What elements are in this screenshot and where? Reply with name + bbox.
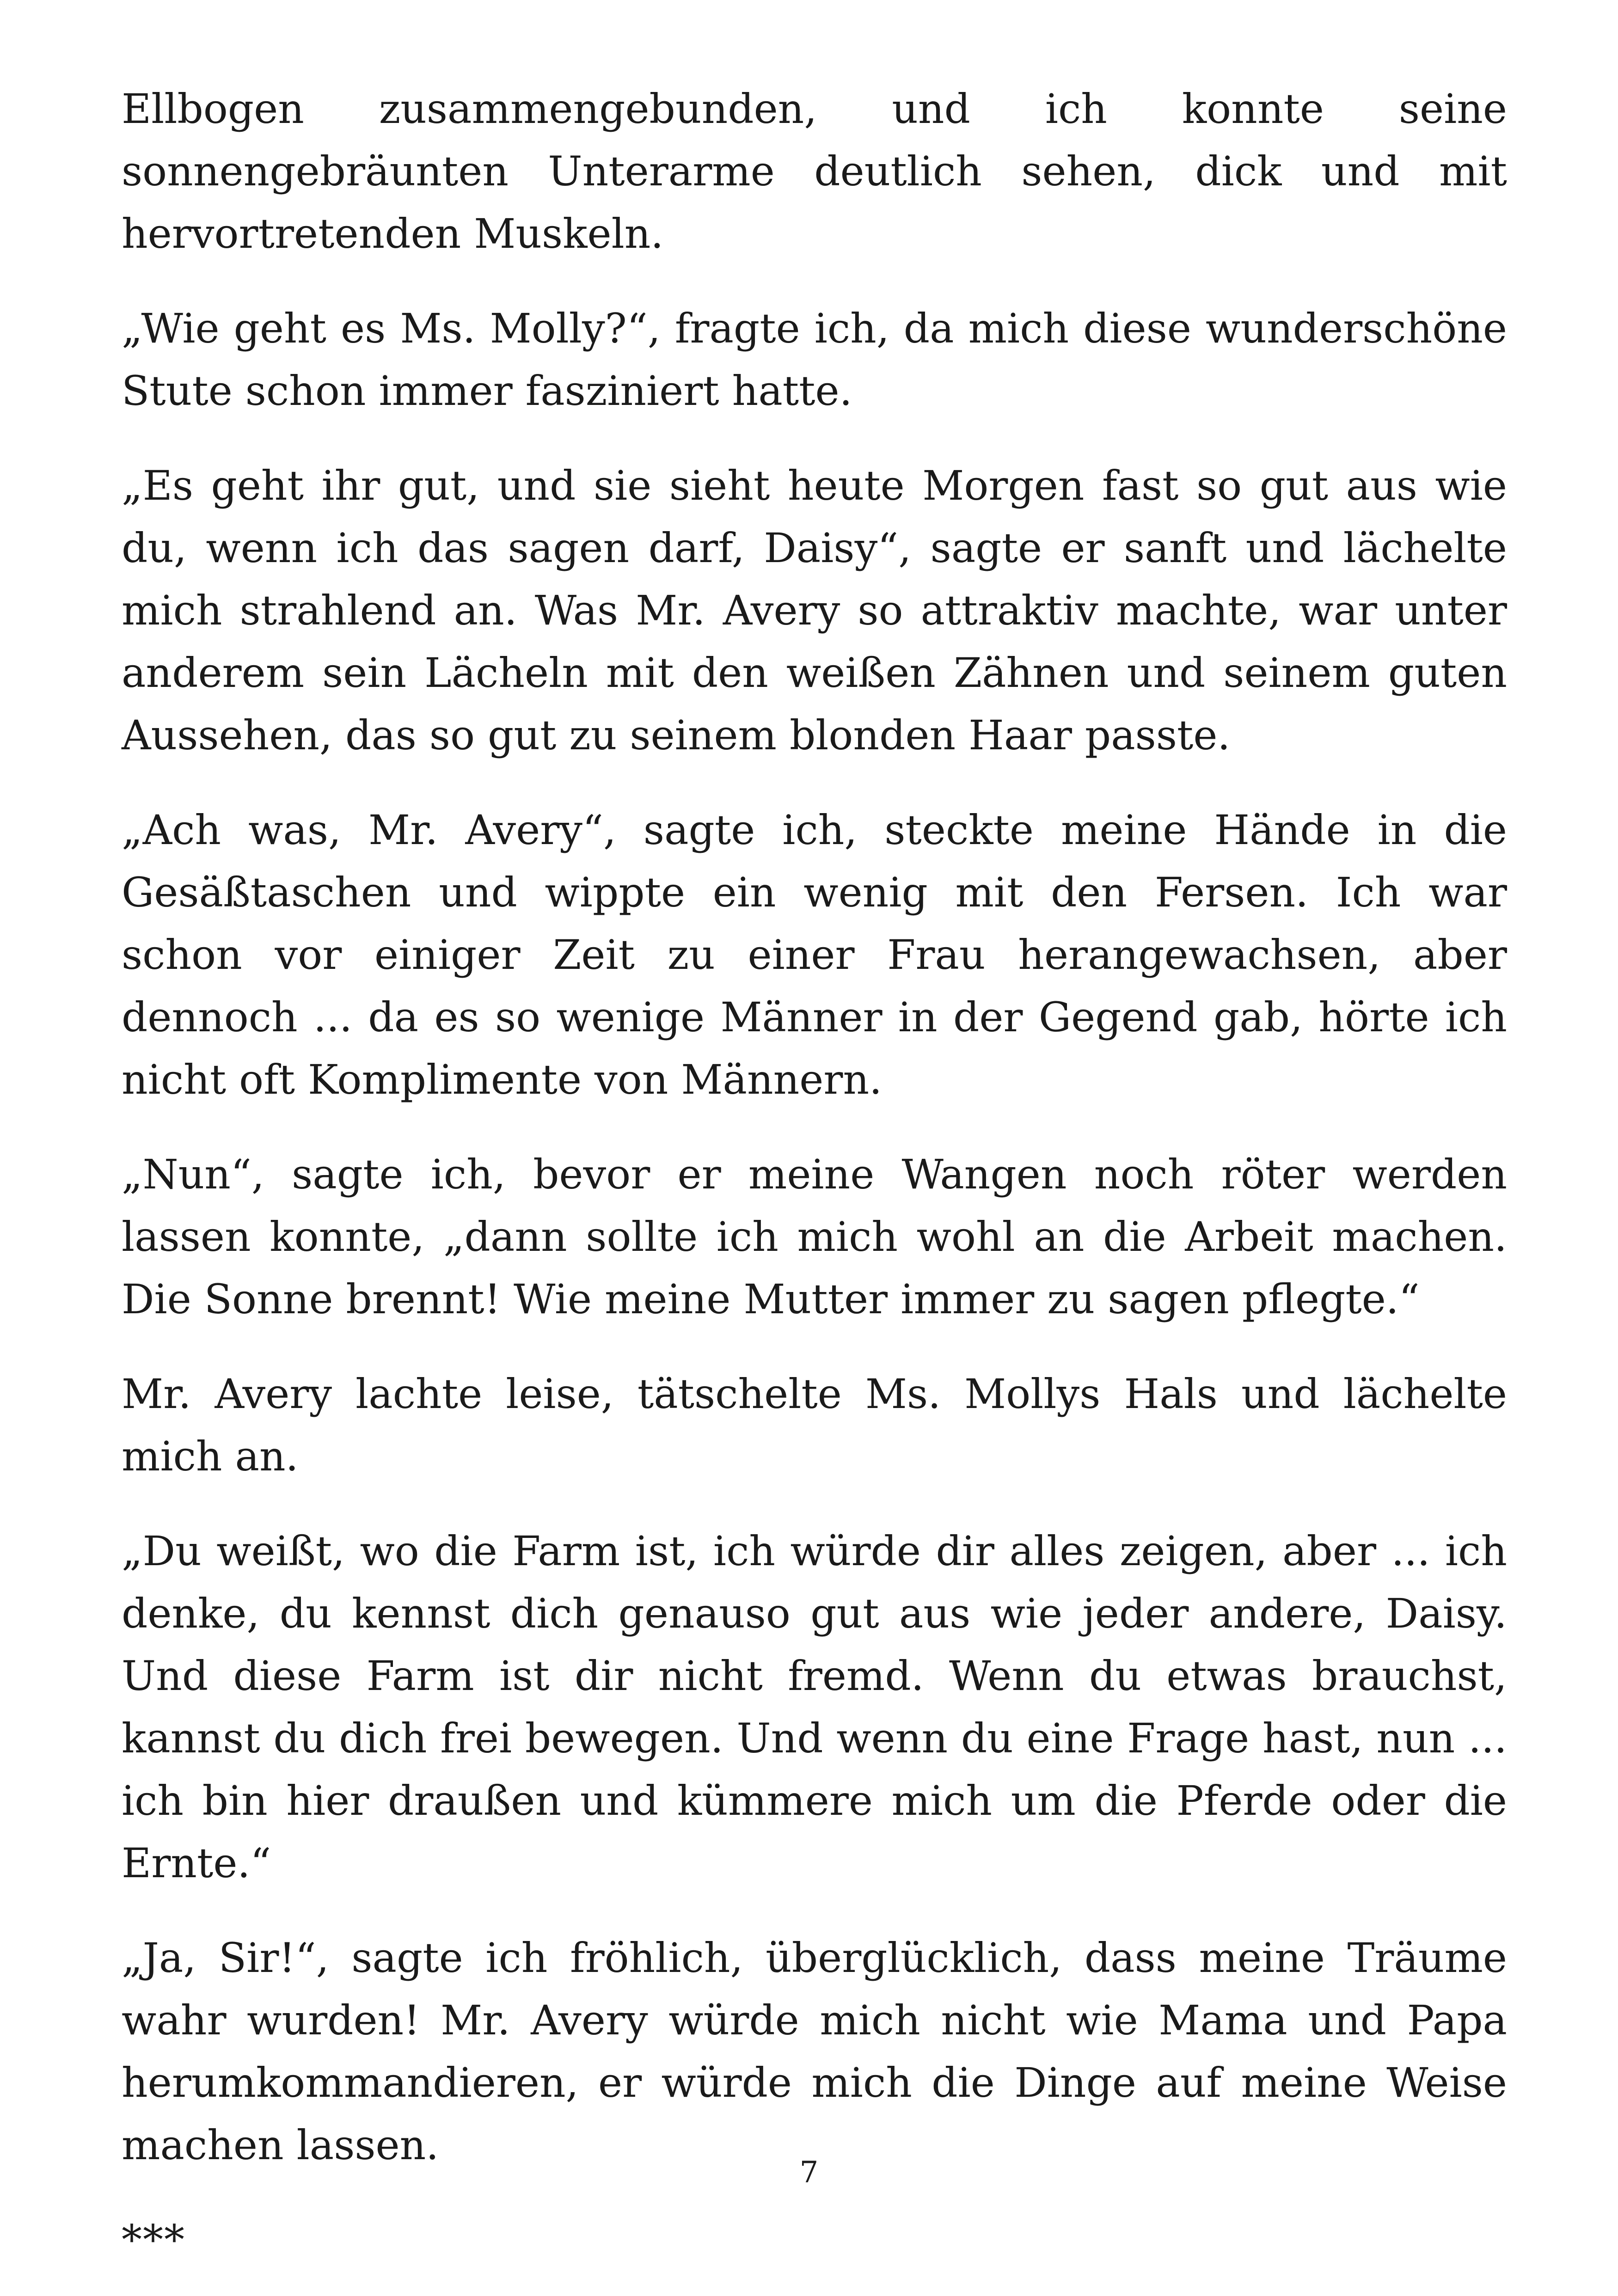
paragraph: „Es geht ihr gut, und sie sieht heute Morgen fast so gut aus wie du, wenn ich das sagen darf, Daisy“, sagte er sanft und lächelte mich strahlend an. Was Mr. Avery so attraktiv machte, war unter anderem sein Lächeln mit den weißen Zähnen und seinem guten Aussehen, das so gut zu seinem blonden Haar passte.: [122, 462, 1507, 759]
body-text: [122, 78, 1507, 2271]
paragraph: „Wie geht es Ms. Molly?“, fragte ich, da mich diese wunderschöne Stute schon immer fasziniert hatte.: [122, 305, 1507, 415]
paragraph: „Nun“, sagte ich, bevor er meine Wangen noch röter werden lassen konnte, „dann sollte ich mich wohl an die Arbeit machen. Die Sonne brennt! Wie meine Mutter immer zu sagen pflegte.“: [122, 1151, 1507, 1323]
page-number: 7: [799, 2155, 819, 2190]
section-separator: ***: [122, 2216, 185, 2264]
paragraph: „Du weißt, wo die Farm ist, ich würde dir alles zeigen, aber ... ich denke, du kennst dich genauso gut aus wie jeder andere, Daisy. Und diese Farm ist dir nicht fremd. Wenn du etwas brauchst, kannst du dich frei bewegen. Und wenn du eine Frage hast, nun ... ich bin hier draußen und kümmere mich um die Pferde oder die Ernte.“: [122, 1527, 1507, 1887]
paragraph: Ellbogen zusammengebunden, und ich konnte seine sonnengebräunten Unterarme deutlich sehen, dick und mit hervortretenden Muskeln.: [122, 85, 1507, 257]
paragraph: Mr. Avery lachte leise, tätschelte Ms. Mollys Hals und lächelte mich an.: [122, 1370, 1507, 1480]
paragraph: „Ach was, Mr. Avery“, sagte ich, steckte meine Hände in die Gesäßtaschen und wippte ein wenig mit den Fersen. Ich war schon vor einiger Zeit zu einer Frau herangewachsen, aber dennoch ... da es so wenige Männer in der Gegend gab, hörte ich nicht oft Komplimente von Männern.: [122, 806, 1507, 1103]
paragraph: „Ja, Sir!“, sagte ich fröhlich, überglücklich, dass meine Träume wahr wurden! Mr. Avery würde mich nicht wie Mama und Papa herumkommandieren, er würde mich die Dinge auf meine Weise machen lassen.: [122, 1934, 1507, 2169]
